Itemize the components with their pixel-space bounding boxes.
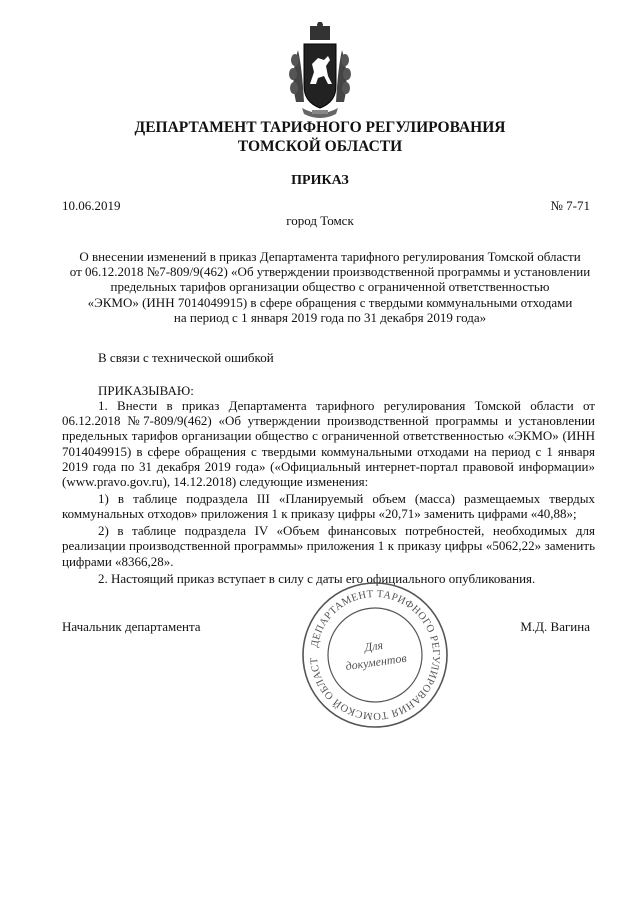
order-body	[62, 398, 595, 588]
order-directive-word: ПРИКАЗЫВАЮ:	[98, 383, 194, 398]
document-type-title: ПРИКАЗ	[291, 173, 349, 188]
official-stamp	[300, 580, 450, 730]
subject-line: предельных тарифов организации общество с ограниченной ответственностью	[110, 279, 550, 295]
coat-of-arms-icon	[288, 22, 352, 118]
stamp-center-line-2: документов	[344, 650, 408, 674]
order-subject	[60, 249, 600, 325]
order-date: 10.06.2019	[62, 198, 121, 213]
department-heading	[0, 118, 640, 156]
stamp-ring-text: ДЕПАРТАМЕНТ ТАРИФНОГО РЕГУЛИРОВАНИЯ ТОМСКОЙ ОБЛАСТ	[308, 588, 442, 722]
stamp-center-line-1: Для	[363, 637, 384, 655]
department-line-1: ДЕПАРТАМЕНТ ТАРИФНОГО РЕГУЛИРОВАНИЯ	[134, 119, 506, 136]
order-paragraph-1-item-2: 2) в таблице подраздела IV «Объем финансовых потребностей, необходимых для реализации производственной программы» приложения 1 к приказу цифры «5062,22» заменить цифрами «8366,28».	[62, 523, 595, 569]
subject-line: О внесении изменений в приказ Департамента тарифного регулирования Томской области	[79, 249, 581, 264]
subject-line: на период с 1 января 2019 года по 31 декабря 2019 года»	[173, 309, 487, 325]
order-paragraph-1-item-1: 1) в таблице подраздела III «Планируемый объем (масса) размещаемых твердых коммунальных отходов» приложения 1 к приказу цифры «20,71» заменить цифрами «40,88»;	[62, 491, 595, 522]
signatory-position: Начальник департамента	[62, 619, 201, 634]
subject-line: от 06.12.2018 №7-809/9(462) «Об утверждении производственной программы и установлении	[69, 264, 591, 280]
order-reason: В связи с технической ошибкой	[98, 350, 274, 365]
subject-line: «ЭКМО» (ИНН 7014049915) в сфере обращения с твердыми коммунальными отходами	[87, 294, 573, 310]
order-paragraph-2: 2. Настоящий приказ вступает в силу с даты его официального опубликования.	[98, 570, 536, 586]
signatory-name: М.Д. Вагина	[520, 619, 590, 634]
department-line-2: ТОМСКОЙ ОБЛАСТИ	[237, 138, 403, 155]
order-paragraph-1: 1. Внести в приказ Департамента тарифного регулирования Томской области от 06.12.2018 №7-809/9(462) «Об утверждении производственной программы и установлении предельных тарифов организации общество с ограниченной ответственностью «ЭКМО» (ИНН 7014049915) в сфере обращения с твердыми коммунальными отходами на период с 1 января 2019 года по 31 декабря 2019 года» («Официальный интернет-портал правовой информации» (www.pravo.gov.ru), 14.12.2018) следующие изменения:	[62, 398, 595, 490]
order-city: город Томск	[286, 213, 354, 228]
order-number: № 7-71	[550, 198, 590, 213]
